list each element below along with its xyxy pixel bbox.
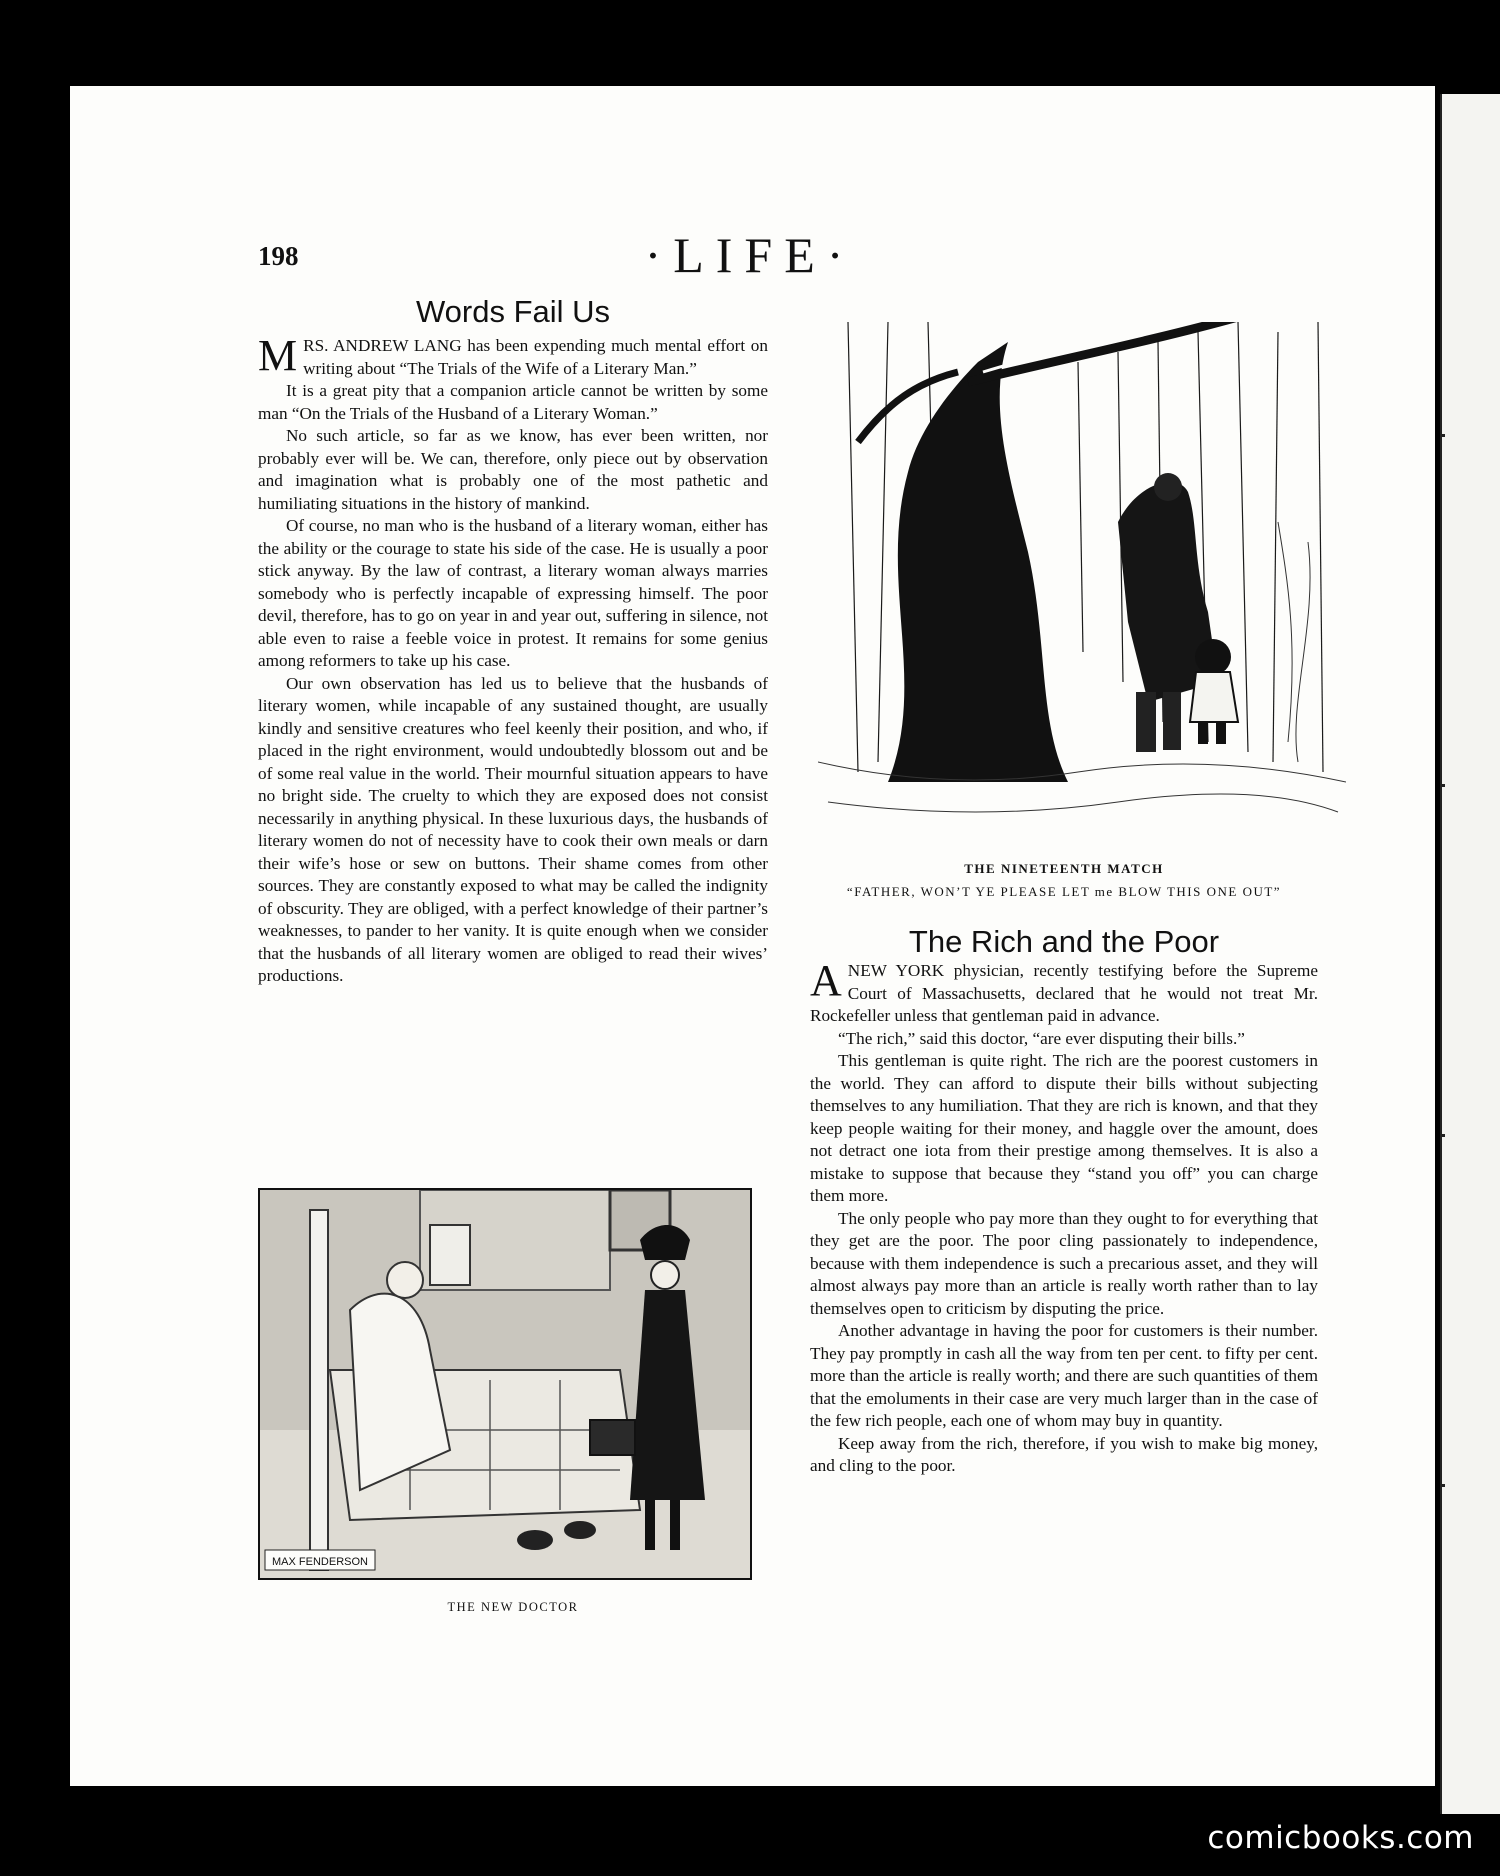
paragraph: The only people who pay more than they ought to for everything that they get are the poor. The poor cling passionately to independence, because with them independence is such a precarious asset, and they will almost always pay more than an article is really worth rather than to lay themselves open to criticism by disputing the price. bbox=[810, 1208, 1318, 1318]
paragraph: This gentleman is quite right. The rich are the poorest customers in the world. They can afford to dispute their bills without subjecting themselves to any humiliation. That they are rich is known, and that they keep people waiting for their money, and haggle over the amount, does not detract one iota from their prestige among themselves. It is also a mistake to suppose that because they “stand you off” you can charge them more. bbox=[810, 1051, 1318, 1205]
article-rich-and-poor bbox=[810, 956, 1318, 1478]
paragraph: ANEW YORK physician, recently testifying before the Supreme Court of Massachusetts, declared that he would not treat Mr. Rockefeller unless that gentleman paid in advance. bbox=[810, 956, 1318, 1025]
forest-drawing bbox=[818, 322, 1346, 850]
bedroom-drawing bbox=[260, 1190, 750, 1578]
next-page-edge bbox=[1440, 94, 1500, 1814]
watermark: comicbooks.com bbox=[1207, 1820, 1474, 1856]
drop-cap: M bbox=[258, 331, 298, 380]
paragraph: It is a great pity that a companion article cannot be written by some man “On the Trials of the Husband of a Literary Woman.” bbox=[258, 381, 768, 423]
drop-cap: A bbox=[810, 956, 842, 1005]
paragraph: Of course, no man who is the husband of a literary woman, either has the ability or the courage to state his side of the case. He is usually a poor stick anyway. By the law of contrast, a literary woman always marries somebody who is perfectly incapable of expressing himself. The poor devil, therefore, has to go on year in and year out, suffering in silence, not able even to raise a feeble voice in protest. It remains for some genius among reformers to take up his case. bbox=[258, 516, 768, 670]
page-number: 198 bbox=[258, 241, 299, 271]
illustration-nineteenth-match bbox=[818, 322, 1346, 850]
paragraph: Our own observation has led us to believe that the husbands of literary women, while incapable of any sustained thought, are usually kindly and sensitive creatures who feel keenly their position, and who, if placed in the right environment, would undoubtedly blossom out and be of some real value in the world. Their mournful situation appears to have no bright side. The cruelty to which they are exposed does not consist necessarily in anything physical. In these luxurious days, the husbands of literary women do not of necessity have to cook their own meals or darn their wife’s hose or sew on buttons. Their shame comes from other sources. They are constantly exposed to what may be called the indignity of obscurity. They are obliged, with a perfect knowledge of their partner’s weaknesses, to pander to her vanity. It is quite enough when we consider that the husbands of all literary women are obliged to read their wives’ productions. bbox=[258, 673, 768, 985]
article-title-rich-and-poor: The Rich and the Poor bbox=[908, 924, 1220, 959]
artist-signature: MAX FENDERSON bbox=[272, 1556, 368, 1568]
illustration-caption-quote: “FATHER, WON’T YE PLEASE LET me BLOW THIS ONE OUT” bbox=[846, 884, 1282, 899]
paragraph: MRS. ANDREW LANG has been expending much mental effort on writing about “The Trials of the Wife of a Literary Man.” bbox=[258, 331, 768, 380]
paragraph: No such article, so far as we know, has ever been written, nor probably ever will be. We can, therefore, only piece out by observation and imagination what is probably one of the most pathetic and humiliating situations in the history of mankind. bbox=[258, 426, 768, 513]
illustration-new-doctor bbox=[258, 1188, 752, 1580]
paragraph: “The rich,” said this doctor, “are ever disputing their bills.” bbox=[838, 1028, 1245, 1048]
illustration-caption-new-doctor: THE NEW DOCTOR bbox=[447, 1600, 579, 1614]
magazine-title: ·LIFE· bbox=[644, 227, 856, 283]
article-words-fail-us bbox=[258, 331, 768, 988]
illustration-caption-title: THE NINETEENTH MATCH bbox=[964, 861, 1164, 876]
article-title-words-fail-us: Words Fail Us bbox=[415, 294, 611, 329]
paragraph: Another advantage in having the poor for customers is their number. They pay promptly in cash all the way from ten per cent. to fifty per cent. more than the article is really worth; and there are such quantities of them that the emoluments in their case are very much larger than in the case of the few rich people, each one of whom may buy in quantity. bbox=[810, 1321, 1318, 1430]
paragraph: Keep away from the rich, therefore, if you wish to make big money, and cling to the poor. bbox=[810, 1433, 1318, 1475]
